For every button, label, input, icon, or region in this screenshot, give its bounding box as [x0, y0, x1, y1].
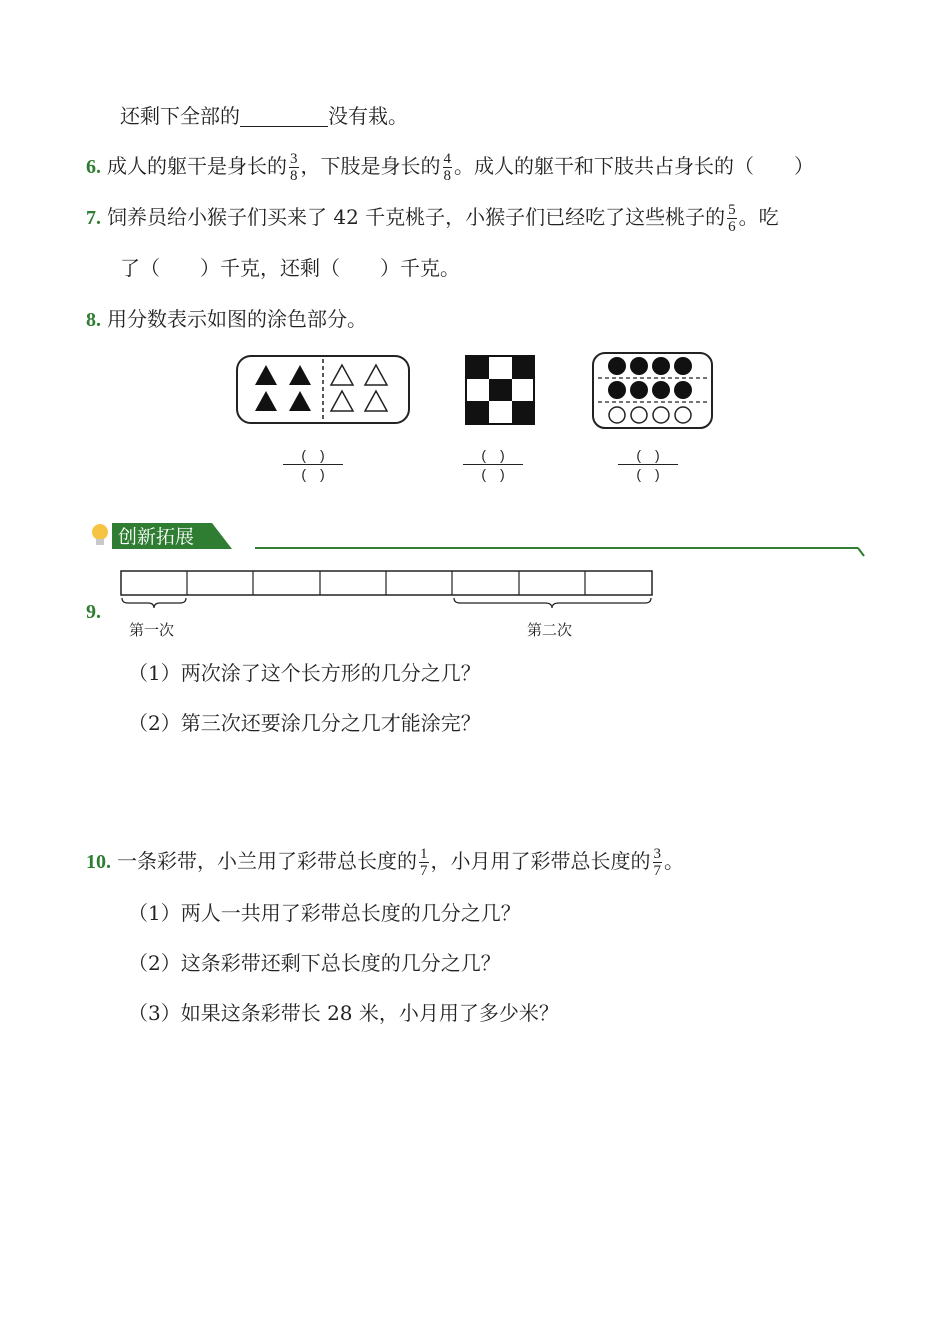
answer-fraction[interactable] — [463, 446, 523, 483]
fraction — [289, 151, 299, 184]
question-10 — [86, 846, 684, 879]
q6-part1: 成人的躯干是身长的 — [107, 154, 287, 178]
question-number: 9. — [86, 601, 101, 623]
denominator: 8 — [443, 168, 451, 184]
question-8 — [86, 304, 367, 335]
answer-denominator[interactable]: ( ) — [301, 466, 325, 482]
numerator: 4 — [443, 151, 451, 167]
shaded-triangle — [289, 391, 311, 411]
q5-tail — [120, 101, 408, 131]
q10-sub3: （3）如果这条彩带长 28 米，小月用了多少米？ — [128, 1001, 559, 1025]
second-label: 第二次 — [527, 621, 573, 639]
q5-tail-after: 没有栽。 — [328, 104, 408, 128]
shaded-triangle — [289, 365, 311, 385]
q10-sub1: （1）两人一共用了彩带总长度的几分之几？ — [128, 901, 521, 925]
section-banner — [88, 518, 868, 560]
q7-line1-end: 。吃 — [738, 205, 779, 229]
q9-sub1: （1）两次涂了这个长方形的几分之几？ — [128, 661, 481, 685]
answer-fraction[interactable] — [618, 446, 678, 483]
q7-line1: 饲养员给小猴子们买来了 42 千克桃子，小猴子们已经吃了这些桃子的 — [107, 205, 726, 229]
answer-denominator[interactable]: ( ) — [481, 466, 505, 482]
q10-sub2: （2）这条彩带还剩下总长度的几分之几？ — [128, 951, 501, 975]
section-title: 创新拓展 — [118, 526, 195, 548]
denominator: 6 — [728, 219, 736, 235]
empty-triangle — [365, 391, 387, 411]
first-brace — [122, 598, 186, 608]
empty-triangle — [365, 365, 387, 385]
fraction — [653, 846, 663, 879]
fraction — [419, 846, 429, 879]
denominator: 7 — [420, 863, 428, 879]
question-number: 7. — [86, 207, 101, 229]
answer-numerator[interactable]: ( ) — [283, 446, 343, 465]
strip-diagram — [120, 570, 656, 618]
q9-sub2: （2）第三次还要涂几分之几才能涂完？ — [128, 711, 481, 735]
denominator: 8 — [290, 168, 298, 184]
shaded-triangle — [255, 391, 277, 411]
numerator: 1 — [420, 846, 428, 862]
triangle-figure — [236, 355, 410, 425]
q10-part3: 。 — [664, 849, 684, 873]
question-number: 10. — [86, 851, 111, 873]
fraction — [443, 151, 453, 184]
question-6 — [86, 151, 814, 184]
circle-figure — [592, 352, 714, 430]
numerator: 5 — [728, 202, 736, 218]
q5-tail-text: 还剩下全部的 — [120, 104, 240, 128]
answer-blank[interactable] — [240, 106, 328, 127]
answer-denominator[interactable]: ( ) — [636, 466, 660, 482]
empty-triangle — [331, 391, 353, 411]
answer-numerator[interactable]: ( ) — [618, 446, 678, 465]
empty-triangle — [331, 365, 353, 385]
question-7 — [86, 202, 779, 235]
numerator: 3 — [290, 151, 298, 167]
numerator: 3 — [653, 846, 661, 862]
question-number: 8. — [86, 309, 101, 331]
q10-part1: 一条彩带，小兰用了彩带总长度的 — [117, 849, 417, 873]
checkerboard-figure — [465, 355, 535, 425]
q10-part2: ，小月用了彩带总长度的 — [430, 849, 651, 873]
q8-text: 用分数表示如图的涂色部分。 — [107, 307, 367, 331]
q7-line2: 了（ ）千克，还剩（ ）千克。 — [120, 256, 460, 280]
answer-fraction[interactable] — [283, 446, 343, 483]
second-brace — [454, 598, 651, 608]
denominator: 7 — [653, 863, 661, 879]
question-number: 6. — [86, 156, 101, 178]
lightbulb-icon — [92, 524, 108, 540]
answer-numerator[interactable]: ( ) — [463, 446, 523, 465]
question-9 — [86, 596, 107, 627]
first-label: 第一次 — [129, 621, 175, 639]
q6-part3: 。成人的躯干和下肢共占身长的（ ） — [454, 154, 814, 178]
shaded-triangle — [255, 365, 277, 385]
fraction — [727, 202, 737, 235]
q6-part2: ，下肢是身长的 — [300, 154, 441, 178]
